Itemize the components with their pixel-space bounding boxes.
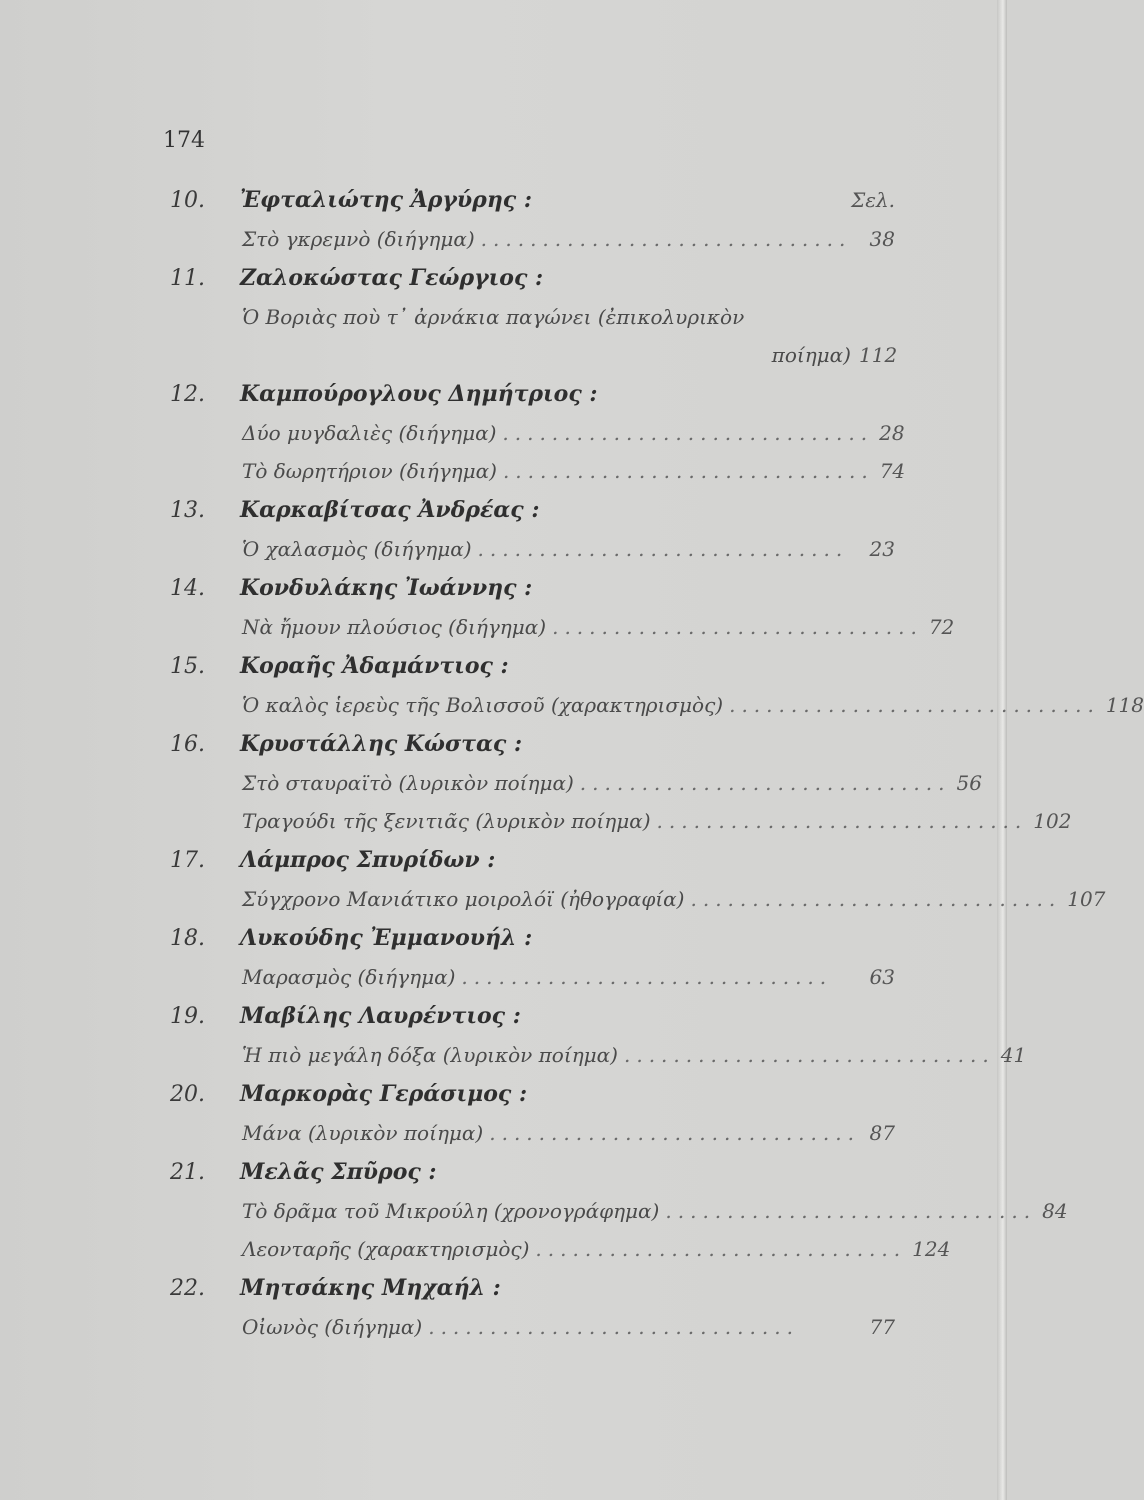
work-page: 41	[1000, 1043, 1027, 1067]
work-line	[242, 530, 895, 568]
author-name: Μελᾶς Σπῦρος :	[240, 1159, 437, 1185]
author-heading	[170, 918, 895, 958]
work-line	[242, 414, 905, 452]
work-line	[242, 298, 898, 374]
work-title: Μάνα (λυρικὸν ποίημα)	[242, 1121, 484, 1145]
work-page: 23	[869, 537, 895, 561]
work-line	[242, 1308, 895, 1346]
work-page: 72	[928, 615, 955, 639]
author-heading	[170, 840, 895, 880]
author-heading	[170, 1152, 895, 1192]
entry-number: 20.	[170, 1082, 205, 1107]
author-heading	[170, 568, 895, 608]
leader-dots: ..............................	[690, 887, 1062, 911]
work-page: 74	[879, 459, 906, 483]
author-name: Ἐφταλιώτης Ἀργύρης :	[240, 187, 532, 213]
leader-dots: ..............................	[502, 459, 874, 483]
entry-number: 18.	[170, 926, 205, 951]
work-title: Τραγούδι τῆς ξενιτιᾶς (λυρικὸν ποίημα)	[242, 809, 651, 833]
author-heading	[170, 996, 895, 1036]
work-page: 38	[869, 227, 895, 251]
author-name: Μαρκορὰς Γεράσιμος :	[240, 1081, 528, 1107]
work-title: Οἰωνὸς (διήγημα)	[242, 1315, 423, 1339]
entry-number: 19.	[170, 1004, 205, 1029]
work-page: 102	[1033, 809, 1072, 833]
author-name: Καρκαβίτσας Ἀνδρέας :	[240, 497, 540, 523]
work-page: 107	[1067, 887, 1106, 911]
leader-dots: ..............................	[480, 227, 852, 251]
author-heading	[170, 646, 895, 686]
page-number: 174	[163, 128, 205, 153]
author-heading	[170, 490, 895, 530]
author-heading	[170, 1268, 895, 1308]
author-heading	[170, 1074, 895, 1114]
leader-dots: ..............................	[623, 1043, 995, 1067]
entry-number: 17.	[170, 848, 205, 873]
leader-dots: ..............................	[502, 421, 874, 445]
page-column-header: Σελ.	[851, 188, 895, 212]
author-name: Κονδυλάκης Ἰωάννης :	[240, 575, 533, 601]
work-line	[242, 1230, 951, 1268]
entry-number: 14.	[170, 576, 205, 601]
leader-dots: ..............................	[489, 1121, 860, 1145]
leader-dots: ..............................	[729, 693, 1100, 717]
author-name: Λάμπρος Σπυρίδων :	[240, 847, 496, 873]
entry-number: 21.	[170, 1160, 205, 1185]
work-title: Δύο μυγδαλιὲς (διήγημα)	[242, 421, 497, 445]
entry-number: 10.	[170, 188, 205, 213]
leader-dots: ..............................	[461, 965, 833, 989]
leader-dots: ..............................	[656, 809, 1028, 833]
work-line	[242, 608, 955, 646]
author-name: Καμπούρογλους Δημήτριος :	[240, 381, 598, 407]
work-title: Σύγχρονο Μανιάτικο μοιρολόϊ (ἠθογραφία)	[242, 887, 685, 911]
work-title: Στὸ σταυραϊτὸ (λυρικὸν ποίημα)	[242, 771, 574, 795]
work-title: Ὁ χαλασμὸς (διήγημα)	[242, 537, 472, 561]
author-name: Λυκούδης Ἐμμανουήλ :	[240, 925, 533, 951]
author-heading	[170, 374, 895, 414]
page-edge	[997, 0, 1007, 1500]
work-page: 118	[1105, 693, 1144, 717]
toc-entry	[170, 724, 1072, 840]
entry-number: 12.	[170, 382, 205, 407]
toc-entry	[170, 1074, 895, 1152]
toc-entry	[170, 996, 1027, 1074]
entry-number: 15.	[170, 654, 205, 679]
toc-entry	[170, 918, 895, 996]
work-line	[242, 1114, 895, 1152]
author-name: Ζαλοκώστας Γεώργιος :	[240, 265, 544, 291]
leader-dots: ..............................	[428, 1315, 799, 1339]
author-heading	[170, 180, 895, 220]
work-page: 87	[869, 1121, 895, 1145]
author-heading	[170, 258, 895, 298]
work-line	[242, 686, 1144, 724]
work-line	[242, 452, 906, 490]
work-page: 28	[879, 421, 905, 445]
toc-entry	[170, 374, 906, 490]
work-page: 77	[869, 1315, 895, 1339]
author-name: Κρυστάλλης Κώστας :	[240, 731, 523, 757]
work-title: Ὁ καλὸς ἱερεὺς τῆς Βολισσοῦ (χαρακτηρισμὸς)	[242, 693, 724, 717]
work-title: Τὸ δρᾶμα τοῦ Μικρούλη (χρονογράφημα)	[242, 1199, 660, 1223]
work-line	[242, 764, 982, 802]
work-page: 112	[859, 343, 898, 367]
work-line	[242, 880, 1106, 918]
entry-number: 16.	[170, 732, 205, 757]
work-title-continuation: ποίημα)	[771, 343, 851, 367]
work-page: 63	[869, 965, 895, 989]
toc-entry	[170, 646, 1144, 724]
work-title: Ὁ Βοριὰς ποὺ τ᾽ ἀρνάκια παγώνει (ἐπικολυρικὸν	[242, 305, 745, 329]
toc-entry	[170, 840, 1106, 918]
work-line	[242, 1192, 1068, 1230]
entry-number: 22.	[170, 1276, 205, 1301]
work-title: Στὸ γκρεμνὸ (διήγημα)	[242, 227, 475, 251]
work-page: 56	[956, 771, 982, 795]
author-heading	[170, 724, 895, 764]
work-page: 124	[912, 1237, 951, 1261]
entry-number: 13.	[170, 498, 205, 523]
toc-entry	[170, 258, 898, 374]
leader-dots: ..............................	[552, 615, 923, 639]
leader-dots: ..............................	[535, 1237, 907, 1261]
author-name: Μαβίλης Λαυρέντιος :	[240, 1003, 521, 1029]
work-title: Ἡ πιὸ μεγάλη δόξα (λυρικὸν ποίημα)	[242, 1043, 618, 1067]
toc-entry	[170, 1268, 895, 1346]
work-page: 84	[1042, 1199, 1068, 1223]
entry-number: 11.	[170, 266, 205, 291]
work-title: Μαρασμὸς (διήγημα)	[242, 965, 456, 989]
toc-entry	[170, 568, 955, 646]
work-line	[242, 958, 895, 996]
author-name: Μητσάκης Μηχαήλ :	[240, 1275, 501, 1301]
work-line	[242, 220, 895, 258]
work-line	[242, 1036, 1027, 1074]
toc-entry	[170, 490, 895, 568]
work-line	[242, 802, 1072, 840]
work-title: Νὰ ἤμουν πλούσιος (διήγημα)	[242, 615, 547, 639]
work-title: Λεονταρῆς (χαρακτηρισμὸς)	[242, 1237, 530, 1261]
toc-entry	[170, 180, 895, 258]
toc-entry	[170, 1152, 1068, 1268]
table-of-contents	[170, 180, 1144, 1346]
author-name: Κοραῆς Ἀδαμάντιος :	[240, 653, 509, 679]
leader-dots: ..............................	[477, 537, 849, 561]
leader-dots: ..............................	[579, 771, 951, 795]
work-title: Τὸ δωρητήριον (διήγημα)	[242, 459, 497, 483]
leader-dots: ..............................	[665, 1199, 1037, 1223]
